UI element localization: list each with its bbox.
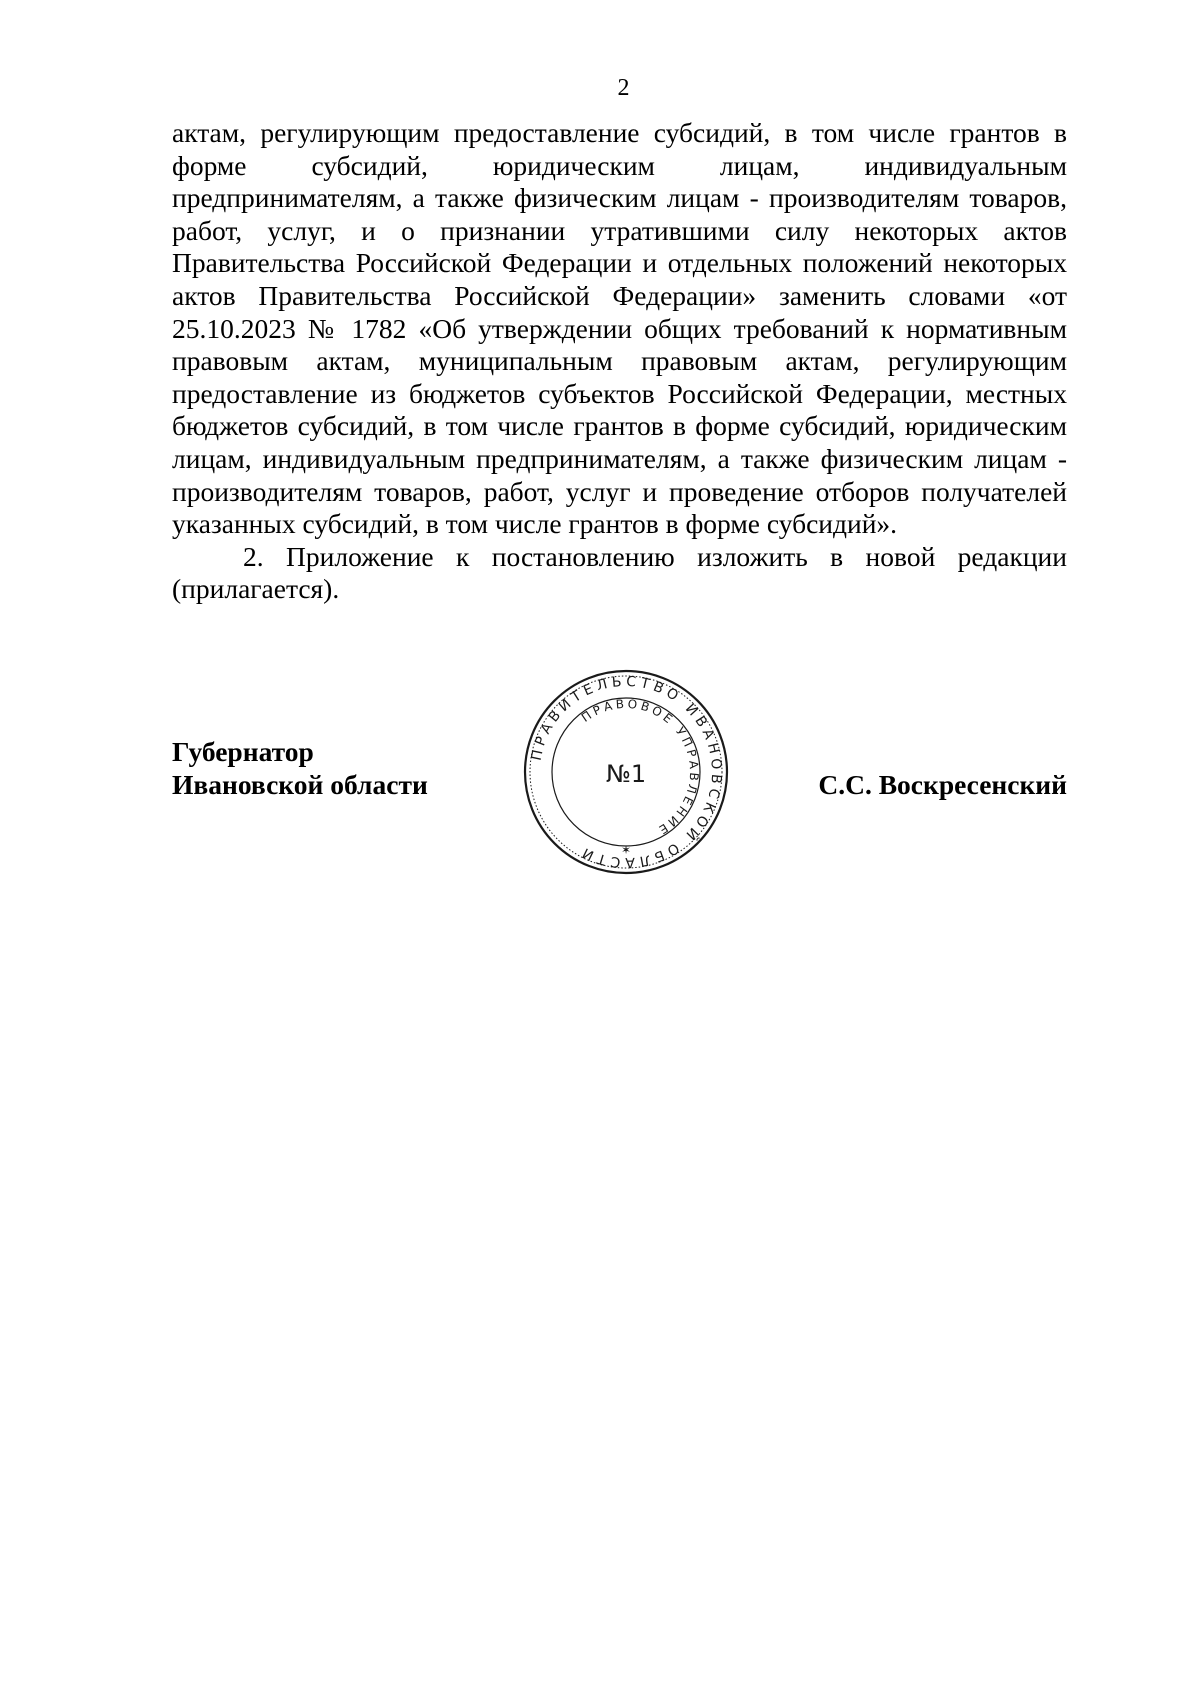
seal-outer-text: ПРАВИТЕЛЬСТВО ИВАНОВСКОЙ ОБЛАСТИ: [528, 673, 725, 871]
seal-center-text: №1: [605, 760, 647, 788]
page-number: 2: [617, 75, 630, 101]
signature-block: [172, 735, 1067, 805]
signatory-position: [172, 735, 428, 801]
signatory-region: Ивановской области: [172, 769, 428, 800]
seal-star-icon: ✶: [620, 843, 632, 857]
paragraph-item-2: 2. Приложение к постановлению изложить в новой редакции (прилагается).: [172, 540, 1067, 605]
signatory-title: Губернатор: [172, 736, 314, 767]
signatory-name: С.С. Воскресенский: [818, 769, 1067, 800]
document-body: [172, 117, 1067, 606]
seal-inner-text: ПРАВОВОЕ УПРАВЛЕНИЕ: [578, 696, 702, 839]
paragraph-continuation: актам, регулирующим предоставление субсидий, в том числе грантов в форме субсидий, юридическим лицам, индивидуальным предпринимателям, а также физическим лицам - производителям товаров, работ, услуг, и о признании утратившими силу некоторых актов Правительства Российской Федерации и отдельных положений некоторых актов Правительства Российской Федерации» заменить словами «от 25.10.2023 № 1782 «Об утверждении общих требований к нормативным правовым актам, муниципальным правовым актам, регулирующим предоставление из бюджетов субъектов Российской Федерации, местных бюджетов субсидий, в том числе грантов в форме субсидий, юридическим лицам, индивидуальным предпринимателям, а также физическим лицам - производителям товаров, работ, услуг и проведение отборов получателей указанных субсидий, в том числе грантов в форме субсидий».: [172, 117, 1067, 540]
